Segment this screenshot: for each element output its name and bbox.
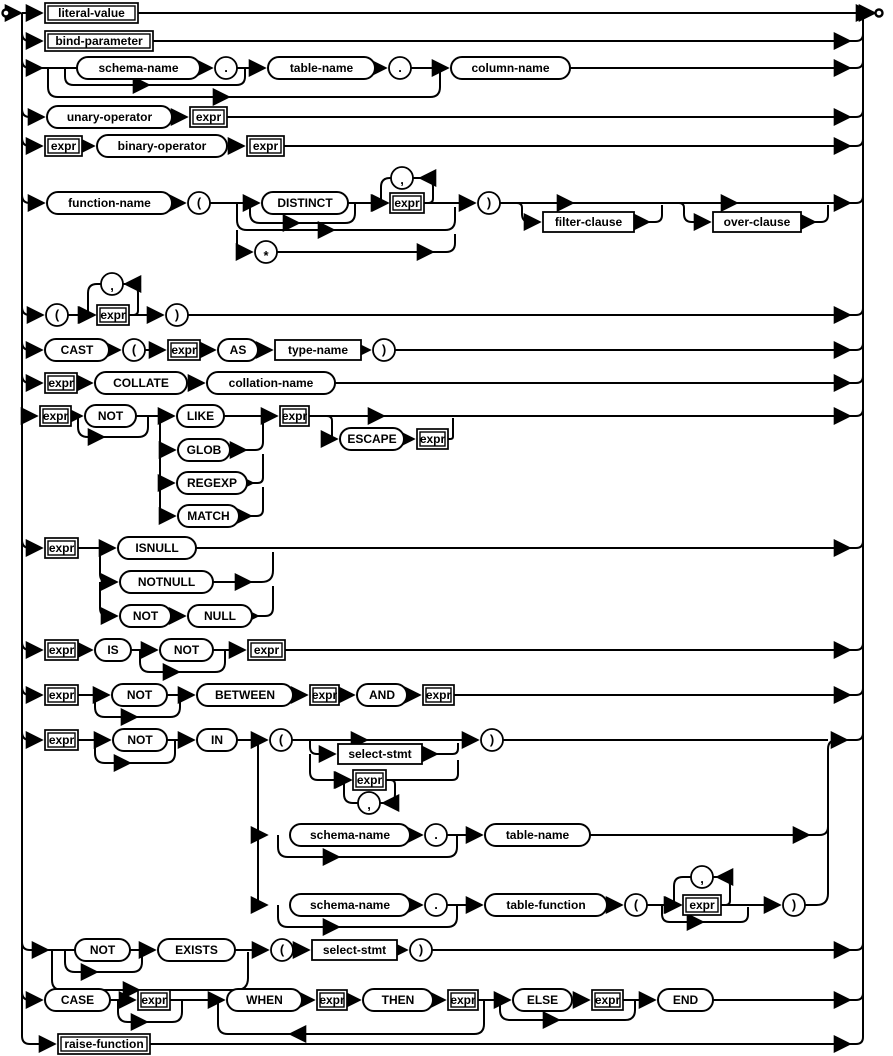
node-case-expr3 bbox=[448, 990, 478, 1010]
node-table-name-1 bbox=[268, 57, 375, 79]
node-ex-rparen bbox=[410, 939, 432, 961]
node-label: expr bbox=[311, 688, 338, 702]
connector-line bbox=[22, 299, 42, 315]
connector-line bbox=[808, 818, 828, 835]
connector-line bbox=[814, 205, 828, 222]
node-label: type-name bbox=[287, 343, 349, 357]
node-label: expr bbox=[319, 993, 345, 1007]
node-label: GLOB bbox=[186, 443, 222, 457]
node-exists-not bbox=[75, 939, 130, 961]
node-label: ESCAPE bbox=[347, 432, 397, 446]
node-label: expr bbox=[252, 139, 279, 153]
node-then bbox=[363, 989, 433, 1011]
node-dot-b bbox=[425, 824, 447, 846]
node-label: ) bbox=[174, 307, 180, 322]
connector-line bbox=[849, 402, 863, 416]
connector-line bbox=[22, 724, 41, 740]
connector-line bbox=[22, 984, 41, 1000]
connector-line bbox=[258, 740, 266, 905]
node-fn-star bbox=[255, 241, 277, 263]
connector-line bbox=[310, 740, 334, 754]
node-escape-expr bbox=[417, 429, 448, 449]
node-label: table-name bbox=[289, 61, 354, 75]
node-label: expr bbox=[253, 643, 280, 657]
node-label: expr bbox=[450, 993, 476, 1007]
node-label: expr bbox=[48, 376, 74, 390]
node-tf-expr bbox=[683, 895, 721, 915]
node-escape bbox=[340, 428, 404, 450]
node-when bbox=[227, 989, 302, 1011]
node-label: , bbox=[110, 278, 114, 293]
node-label: select-stmt bbox=[322, 943, 387, 957]
connector-line bbox=[512, 203, 539, 222]
node-label: * bbox=[263, 248, 269, 263]
node-label: expr bbox=[50, 139, 77, 153]
connector-line bbox=[849, 1030, 863, 1044]
node-label: collation-name bbox=[228, 376, 314, 390]
node-btw-expr3 bbox=[423, 685, 454, 705]
node-label: expr bbox=[689, 898, 715, 912]
node-label: expr bbox=[42, 409, 69, 423]
node-filter-clause bbox=[543, 212, 634, 232]
node-label: expr bbox=[171, 343, 197, 357]
connector-line bbox=[100, 548, 116, 582]
node-dot-2 bbox=[389, 57, 411, 79]
connector-line bbox=[849, 103, 863, 117]
node-label: schema-name bbox=[309, 898, 391, 912]
node-label: expr bbox=[419, 432, 446, 446]
node-unary-operator bbox=[47, 106, 172, 128]
node-label: function-name bbox=[68, 196, 151, 210]
node-label: AS bbox=[229, 343, 247, 357]
node-label: NOT bbox=[126, 688, 153, 702]
node-exists bbox=[158, 939, 235, 961]
node-fn-rparen bbox=[478, 192, 500, 214]
node-like bbox=[177, 405, 224, 427]
connector-line bbox=[849, 336, 863, 350]
node-label: ) bbox=[791, 897, 797, 912]
node-label: NULL bbox=[204, 609, 236, 623]
node-label: ( bbox=[279, 942, 285, 957]
node-null-not bbox=[120, 605, 171, 627]
connector-line bbox=[674, 203, 709, 222]
node-label: column-name bbox=[471, 61, 550, 75]
connector-line bbox=[22, 52, 41, 68]
node-label: schema-name bbox=[309, 828, 391, 842]
node-btw-not bbox=[112, 684, 167, 706]
node-match bbox=[178, 505, 239, 527]
node-like-expr2 bbox=[280, 406, 309, 426]
node-in-rparen bbox=[481, 729, 503, 751]
node-label: table-name bbox=[505, 828, 570, 842]
connector-line bbox=[22, 1028, 54, 1044]
node-collation-name bbox=[207, 372, 335, 394]
node-dot-1 bbox=[215, 57, 237, 79]
connector-line bbox=[22, 634, 41, 650]
node-label: expr bbox=[594, 993, 621, 1007]
node-tf-lparen bbox=[625, 894, 647, 916]
connector-line bbox=[849, 681, 863, 695]
node-layer bbox=[40, 3, 805, 1054]
connector-line bbox=[22, 400, 36, 416]
node-bind-parameter bbox=[45, 31, 153, 51]
node-like-expr1 bbox=[40, 406, 71, 426]
connector-line bbox=[322, 416, 336, 439]
node-label: ) bbox=[489, 732, 495, 747]
node-label: NOT bbox=[132, 609, 159, 623]
node-tf-rparen bbox=[783, 894, 805, 916]
connector-line bbox=[237, 230, 251, 252]
node-ex-lparen bbox=[271, 939, 293, 961]
connector-line bbox=[849, 369, 863, 383]
edge-layer bbox=[10, 13, 874, 1044]
connector-line bbox=[22, 187, 43, 203]
node-label: MATCH bbox=[187, 509, 230, 523]
connector-line bbox=[22, 130, 41, 146]
node-tf-comma bbox=[691, 866, 713, 888]
node-label: ) bbox=[486, 195, 492, 210]
node-label: expr bbox=[48, 733, 75, 747]
node-label: ( bbox=[196, 195, 202, 210]
connector-line bbox=[22, 25, 41, 41]
node-label: ISNULL bbox=[135, 541, 179, 555]
node-label: table-function bbox=[506, 898, 586, 912]
node-label: expr bbox=[100, 308, 126, 322]
node-label: ( bbox=[131, 342, 137, 357]
node-in-lparen bbox=[270, 729, 292, 751]
connector-line bbox=[250, 552, 273, 582]
node-label: THEN bbox=[381, 993, 415, 1007]
node-label: ( bbox=[54, 307, 60, 322]
node-btw-expr1 bbox=[45, 685, 78, 705]
connector-line bbox=[245, 420, 263, 450]
node-null bbox=[188, 605, 252, 627]
node-label: schema-name bbox=[98, 61, 179, 75]
node-label: COLLATE bbox=[113, 376, 169, 390]
node-label: expr bbox=[425, 688, 452, 702]
connector-line bbox=[849, 27, 863, 41]
connector-line bbox=[863, 13, 871, 27]
node-cast-lparen bbox=[123, 339, 145, 361]
node-is-expr1 bbox=[45, 640, 78, 660]
node-in-expr-a bbox=[353, 770, 386, 790]
node-notnull bbox=[120, 571, 213, 593]
node-label: . bbox=[398, 60, 402, 75]
node-expr-b2 bbox=[247, 136, 284, 156]
node-in-not bbox=[113, 729, 167, 751]
node-label: expr bbox=[281, 409, 308, 423]
node-label: . bbox=[434, 827, 438, 842]
node-case bbox=[45, 989, 110, 1011]
node-table-name-b bbox=[485, 824, 590, 846]
node-label: select-stmt bbox=[348, 747, 412, 761]
node-p-lparen bbox=[46, 304, 68, 326]
node-p-rparen bbox=[166, 304, 188, 326]
node-label: filter-clause bbox=[554, 215, 623, 229]
node-label: expr bbox=[48, 688, 75, 702]
node-label: DISTINCT bbox=[277, 196, 333, 210]
node-label: expr bbox=[48, 541, 75, 555]
node-in-select-stmt bbox=[338, 744, 422, 764]
node-in-expr bbox=[45, 730, 78, 750]
connector-line bbox=[849, 986, 863, 1000]
node-label: CAST bbox=[60, 343, 94, 357]
node-glob bbox=[178, 439, 230, 461]
node-p-comma bbox=[101, 273, 123, 295]
node-label: . bbox=[434, 897, 438, 912]
connector-line bbox=[846, 726, 863, 740]
connector-line bbox=[446, 760, 458, 780]
node-is bbox=[95, 639, 131, 661]
node-label: ( bbox=[633, 897, 639, 912]
node-label: NOT bbox=[127, 733, 153, 747]
node-and bbox=[357, 684, 407, 706]
node-raise-function bbox=[58, 1034, 150, 1054]
node-label: IS bbox=[107, 643, 119, 657]
node-null-expr bbox=[45, 538, 78, 558]
node-fn-lparen bbox=[188, 192, 210, 214]
node-between bbox=[197, 684, 293, 706]
exit-terminal bbox=[876, 10, 883, 17]
node-label: AND bbox=[369, 688, 395, 702]
node-over-clause bbox=[713, 212, 801, 232]
node-is-not bbox=[160, 639, 213, 661]
node-end bbox=[658, 989, 713, 1011]
node-as bbox=[218, 339, 258, 361]
node-schema-name-b bbox=[290, 824, 410, 846]
connector-line bbox=[22, 334, 41, 350]
node-case-expr1 bbox=[138, 990, 170, 1010]
node-literal-value bbox=[45, 3, 138, 23]
connector-line bbox=[22, 532, 41, 548]
node-label: ELSE bbox=[526, 993, 559, 1007]
node-label: ( bbox=[278, 732, 284, 747]
node-isnull bbox=[118, 537, 196, 559]
node-is-expr2 bbox=[248, 640, 285, 660]
node-label: NOT bbox=[97, 409, 124, 423]
node-in bbox=[197, 729, 237, 751]
node-label: expr bbox=[356, 773, 383, 787]
connector-line bbox=[849, 54, 863, 68]
node-label: ) bbox=[418, 942, 424, 957]
node-label: WHEN bbox=[246, 993, 283, 1007]
node-label: IN bbox=[211, 733, 223, 747]
node-regexp bbox=[177, 472, 247, 494]
node-collate bbox=[95, 372, 187, 394]
node-fn-comma bbox=[391, 167, 413, 189]
node-label: over-clause bbox=[723, 215, 791, 229]
node-p-expr bbox=[97, 305, 129, 325]
node-column-name bbox=[451, 57, 570, 79]
node-label: BETWEEN bbox=[215, 688, 275, 702]
node-label: expr bbox=[141, 993, 167, 1007]
node-label: LIKE bbox=[186, 409, 215, 423]
node-label: expr bbox=[48, 643, 75, 657]
node-cast bbox=[45, 339, 109, 361]
node-label: , bbox=[400, 172, 404, 187]
connector-line bbox=[436, 743, 458, 754]
node-expr-u bbox=[190, 107, 227, 127]
node-label: binary-operator bbox=[117, 139, 207, 153]
node-label: expr bbox=[394, 196, 420, 210]
node-label: EXISTS bbox=[175, 943, 218, 957]
node-cast-expr bbox=[168, 340, 200, 360]
node-label: NOTNULL bbox=[137, 575, 196, 589]
node-label: END bbox=[672, 993, 699, 1007]
node-in-comma-a bbox=[358, 792, 380, 814]
connector-line bbox=[22, 367, 41, 383]
connector-line bbox=[252, 454, 263, 483]
node-btw-expr2 bbox=[310, 685, 339, 705]
connector-line bbox=[160, 416, 174, 450]
node-label: NOT bbox=[89, 943, 116, 957]
node-label: . bbox=[224, 60, 228, 75]
connector-line bbox=[22, 679, 41, 695]
node-case-expr4 bbox=[592, 990, 623, 1010]
node-binary-operator bbox=[97, 135, 227, 157]
node-schema-name-1 bbox=[77, 57, 200, 79]
node-label: , bbox=[367, 797, 371, 812]
node-ex-select-stmt bbox=[312, 940, 397, 960]
connector-line bbox=[849, 301, 863, 315]
node-label: CASE bbox=[60, 993, 95, 1007]
node-label: bind-parameter bbox=[55, 34, 143, 48]
connector-line bbox=[160, 483, 174, 516]
connector-line bbox=[805, 740, 846, 905]
node-label: NOT bbox=[173, 643, 200, 657]
connector-line bbox=[257, 586, 273, 616]
node-label: unary-operator bbox=[66, 110, 153, 124]
node-coll-expr bbox=[45, 373, 77, 393]
node-fn-expr bbox=[390, 193, 424, 213]
connector-line bbox=[250, 487, 263, 516]
node-else bbox=[513, 989, 572, 1011]
node-like-not bbox=[85, 405, 136, 427]
connector-line bbox=[432, 234, 455, 252]
connector-line bbox=[22, 934, 47, 950]
connector-line bbox=[100, 582, 116, 616]
node-label: expr bbox=[195, 110, 222, 124]
node-label: , bbox=[700, 871, 704, 886]
node-label: literal-value bbox=[58, 6, 125, 20]
connector-line bbox=[849, 189, 863, 203]
node-case-expr2 bbox=[317, 990, 347, 1010]
node-schema-name-c bbox=[290, 894, 410, 916]
connector-line bbox=[849, 636, 863, 650]
connector-line bbox=[849, 132, 863, 146]
node-type-name bbox=[275, 340, 361, 360]
connector-line bbox=[22, 101, 43, 117]
node-dot-c bbox=[425, 894, 447, 916]
connector-line bbox=[849, 936, 863, 950]
connector-line bbox=[849, 534, 863, 548]
entry-terminal bbox=[3, 10, 10, 17]
node-label: REGEXP bbox=[186, 476, 238, 490]
node-label: raise-function bbox=[64, 1037, 144, 1051]
connector-line bbox=[160, 450, 173, 483]
node-label: ) bbox=[381, 342, 387, 357]
node-cast-rparen bbox=[373, 339, 395, 361]
node-table-function bbox=[485, 894, 607, 916]
node-function-name bbox=[47, 192, 172, 214]
node-expr-b1 bbox=[45, 136, 82, 156]
node-distinct bbox=[262, 192, 348, 214]
connector-line bbox=[648, 205, 662, 222]
